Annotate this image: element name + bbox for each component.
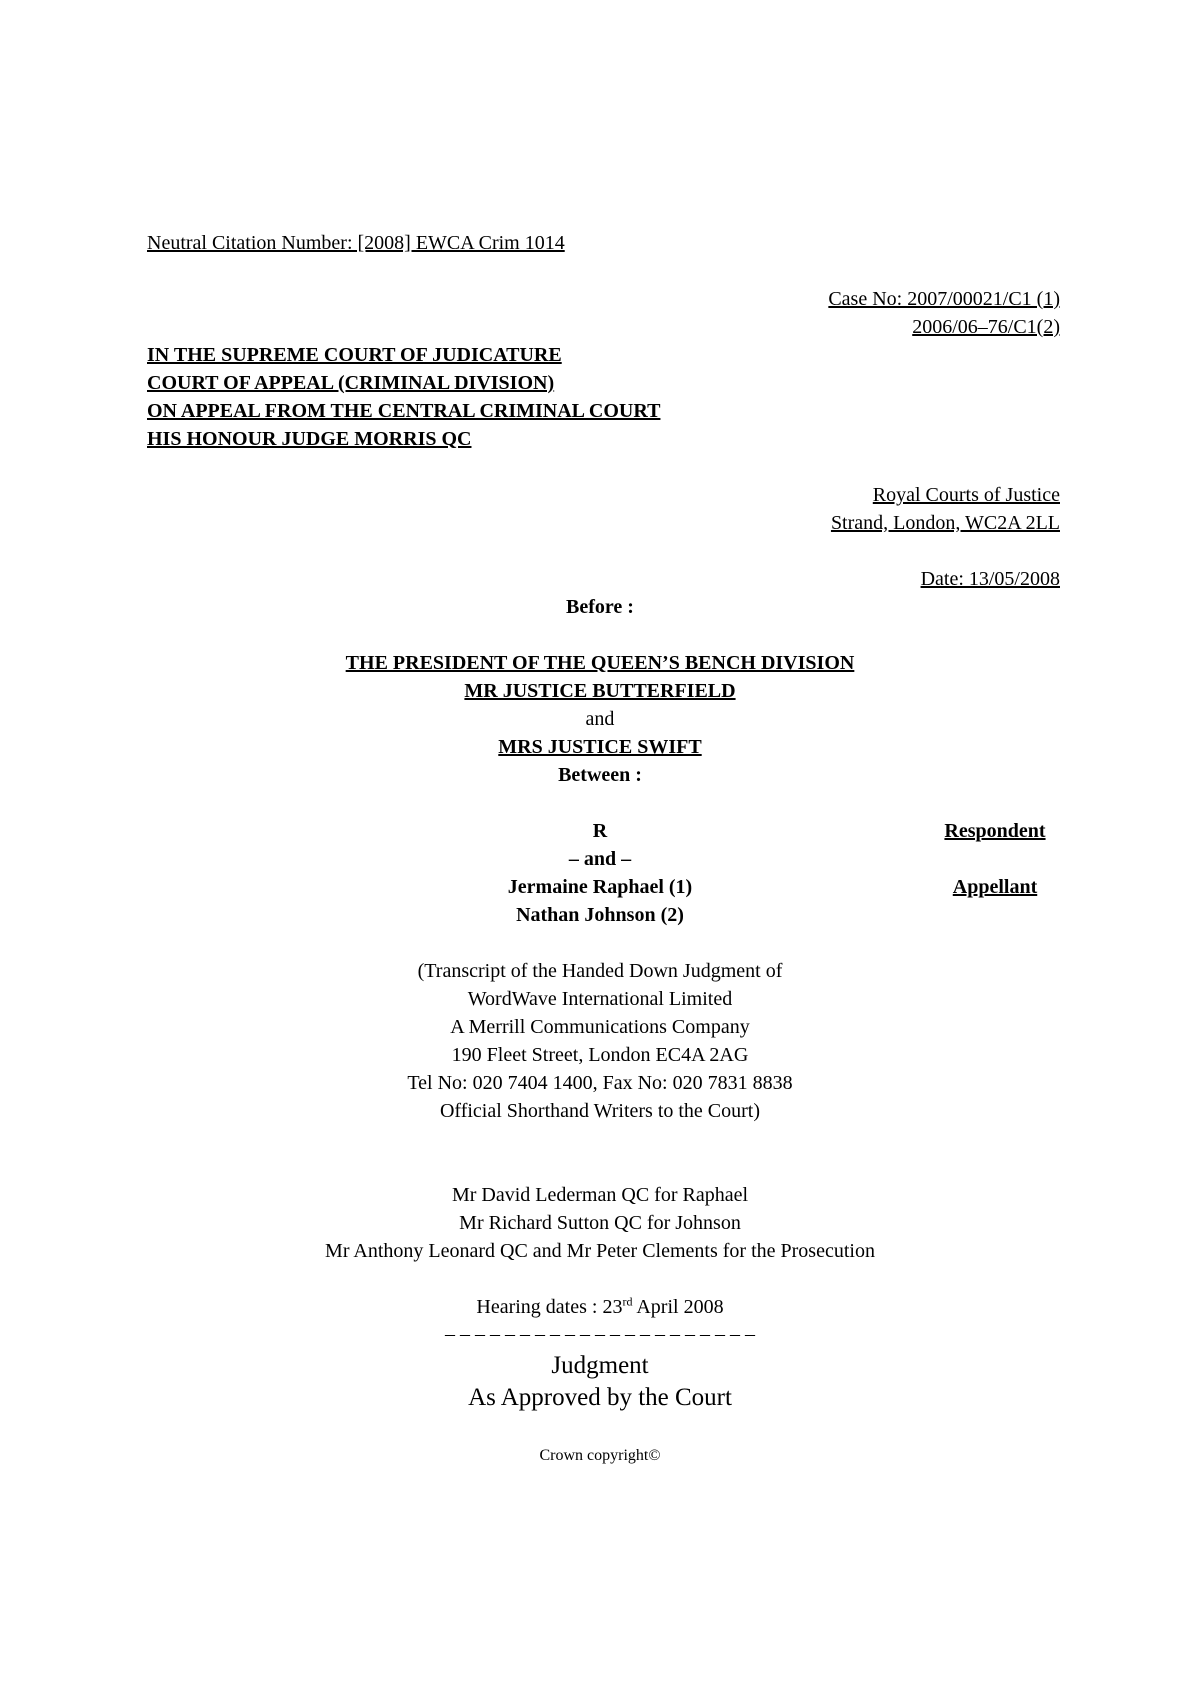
transcript-line-1: (Transcript of the Handed Down Judgment of (417, 960, 783, 982)
case-number-1: Case No: 2007/00021/C1 (1) (828, 288, 1060, 310)
judgment-title: Judgment (551, 1352, 649, 1379)
transcript-line-6: Official Shorthand Writers to the Court) (439, 1100, 761, 1122)
venue-line-1: Royal Courts of Justice (872, 484, 1060, 506)
appellant-1: Jermaine Raphael (1) (507, 876, 693, 898)
hearing-dates-suffix: April 2008 (632, 1296, 724, 1318)
hearing-dates (0, 1293, 1200, 1321)
court-line-4: HIS HONOUR JUDGE MORRIS QC (147, 428, 472, 450)
respondent-role: Respondent (944, 820, 1046, 842)
crown-copyright: Crown copyright© (539, 1447, 661, 1464)
separator-line: – – – – – – – – – – – – – – – – – – – – – (445, 1323, 755, 1345)
before-label: Before : (566, 596, 634, 618)
transcript-line-4: 190 Fleet Street, London EC4A 2AG (451, 1044, 749, 1066)
counsel-line-3: Mr Anthony Leonard QC and Mr Peter Clements for the Prosecution (325, 1240, 875, 1262)
and-separator: – and – (568, 848, 632, 870)
appellant-role: Appellant (952, 876, 1038, 898)
neutral-citation: Neutral Citation Number: [2008] EWCA Crim 1014 (147, 232, 565, 254)
counsel-line-2: Mr Richard Sutton QC for Johnson (459, 1212, 741, 1234)
hearing-dates-ordinal: rd (622, 1294, 633, 1309)
counsel-line-1: Mr David Lederman QC for Raphael (451, 1184, 748, 1206)
court-line-1: IN THE SUPREME COURT OF JUDICATURE (147, 344, 562, 366)
judge-3: MRS JUSTICE SWIFT (498, 736, 702, 758)
judgment-date: Date: 13/05/2008 (920, 568, 1060, 590)
hearing-dates-prefix: Hearing dates : 23 (476, 1296, 623, 1318)
case-number-2: 2006/06–76/C1(2) (912, 316, 1060, 338)
transcript-line-3: A Merrill Communications Company (450, 1016, 750, 1038)
judges-and: and (585, 708, 615, 730)
court-line-3: ON APPEAL FROM THE CENTRAL CRIMINAL COURT (147, 400, 661, 422)
judgment-subtitle: As Approved by the Court (468, 1384, 732, 1411)
appellant-2: Nathan Johnson (2) (516, 904, 684, 926)
transcript-line-5: Tel No: 020 7404 1400, Fax No: 020 7831 8838 (407, 1072, 793, 1094)
between-label: Between : (558, 764, 642, 786)
court-line-2: COURT OF APPEAL (CRIMINAL DIVISION) (147, 372, 555, 394)
respondent-name: R (592, 820, 608, 842)
judge-2: MR JUSTICE BUTTERFIELD (464, 680, 736, 702)
venue-line-2: Strand, London, WC2A 2LL (830, 512, 1060, 534)
judge-1: THE PRESIDENT OF THE QUEEN’S BENCH DIVISION (345, 652, 855, 674)
transcript-line-2: WordWave International Limited (467, 988, 733, 1010)
